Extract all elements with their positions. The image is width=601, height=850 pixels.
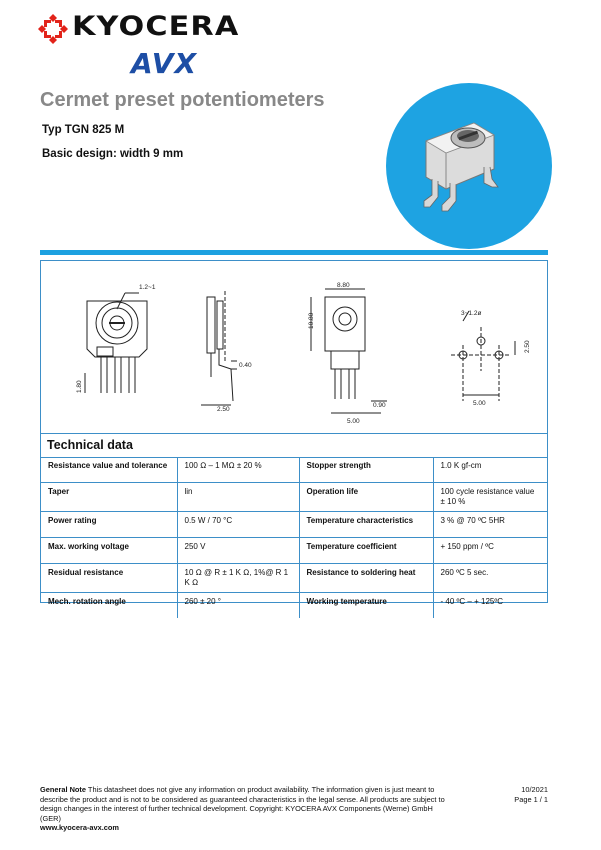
datasheet-frame bbox=[40, 260, 548, 606]
technical-data-table bbox=[41, 457, 547, 618]
product-type: Typ TGN 825 M bbox=[42, 124, 125, 136]
footer-text: This datasheet does not give any information on product availability. The information given is just meant to describe the product and is not to be considered as guaranteed characteristics in the legal sense. All products are subject to design changes in the interest of further technical development. Copyright: KYOCERA AVX Components (Werne) GmbH (GER) bbox=[40, 785, 445, 823]
hole-pattern-drawing bbox=[451, 311, 515, 401]
table-row bbox=[41, 457, 547, 483]
table-row bbox=[41, 483, 547, 512]
dim-hole-pitch: 2.50 bbox=[524, 340, 531, 353]
param-value: 1.0 K gf-cm bbox=[433, 457, 547, 483]
dim-pin-length: 1.80 bbox=[76, 380, 83, 393]
param-value: 100 Ω – 1 MΩ ± 20 % bbox=[177, 457, 299, 483]
param-value: 3 % @ 70 ºC 5HR bbox=[433, 512, 547, 538]
footer-page: Page 1 / 1 bbox=[514, 794, 548, 804]
param-label: Taper bbox=[41, 483, 177, 512]
dim-angle: 1.2~1 bbox=[139, 284, 156, 291]
footer-date: 10/2021 bbox=[521, 785, 548, 794]
param-label: Power rating bbox=[41, 512, 177, 538]
param-label: Temperature characteristics bbox=[299, 512, 433, 538]
basic-design: Basic design: width 9 mm bbox=[42, 148, 184, 160]
param-value: - 40 ºC – + 125ºC bbox=[433, 593, 547, 619]
product-photo bbox=[386, 83, 552, 249]
table-row bbox=[41, 512, 547, 538]
param-value: 260 ± 20 ° bbox=[177, 593, 299, 619]
param-value: 0.5 W / 70 °C bbox=[177, 512, 299, 538]
page-title: Cermet preset potentiometers bbox=[40, 89, 325, 111]
front-view-drawing bbox=[85, 293, 147, 393]
footer-label: General Note bbox=[40, 785, 87, 794]
dim-height: 10.80 bbox=[308, 312, 315, 329]
table-row bbox=[41, 564, 547, 593]
dimension-drawings bbox=[41, 261, 547, 433]
param-label: Working temperature bbox=[299, 593, 433, 619]
footer-website[interactable]: www.kyocera-avx.com bbox=[40, 823, 120, 832]
dim-spacing: 5.00 bbox=[347, 418, 360, 425]
dim-hole: 3~1.2ø bbox=[461, 310, 482, 317]
accent-band bbox=[40, 250, 548, 255]
dimension-view-drawing bbox=[311, 289, 387, 413]
dim-hole-spacing: 5.00 bbox=[473, 400, 486, 407]
dim-thickness: 0.40 bbox=[239, 362, 252, 369]
param-label: Stopper strength bbox=[299, 457, 433, 483]
param-label: Resistance to soldering heat bbox=[299, 564, 433, 593]
technical-data-heading: Technical data bbox=[41, 433, 547, 458]
footer-meta bbox=[514, 785, 548, 804]
kyocera-logo-text: KYOCERA bbox=[72, 11, 240, 42]
param-value: 250 V bbox=[177, 538, 299, 564]
avx-logo-text: AVX bbox=[131, 47, 198, 80]
potentiometer-image bbox=[386, 83, 552, 249]
param-value: lin bbox=[177, 483, 299, 512]
param-label: Max. working voltage bbox=[41, 538, 177, 564]
param-label: Mech. rotation angle bbox=[41, 593, 177, 619]
table-row bbox=[41, 593, 547, 619]
kyocera-logo-mark-icon bbox=[38, 14, 68, 44]
footer-note bbox=[40, 785, 452, 833]
dim-width: 8.80 bbox=[337, 282, 350, 289]
param-value: 10 Ω @ R ± 1 K Ω, 1%@ R 1 K Ω bbox=[177, 564, 299, 593]
param-label: Resistance value and tolerance bbox=[41, 457, 177, 483]
param-value: + 150 ppm / ºC bbox=[433, 538, 547, 564]
table-row bbox=[41, 538, 547, 564]
param-label: Temperature coefficient bbox=[299, 538, 433, 564]
param-label: Residual resistance bbox=[41, 564, 177, 593]
dim-pitch: 2.50 bbox=[217, 406, 230, 413]
dim-pin-width: 0.90 bbox=[373, 402, 386, 409]
param-label: Operation life bbox=[299, 483, 433, 512]
param-value: 260 ºC 5 sec. bbox=[433, 564, 547, 593]
side-view-drawing bbox=[201, 291, 237, 405]
param-value: 100 cycle resistance value ± 10 % bbox=[433, 483, 547, 512]
